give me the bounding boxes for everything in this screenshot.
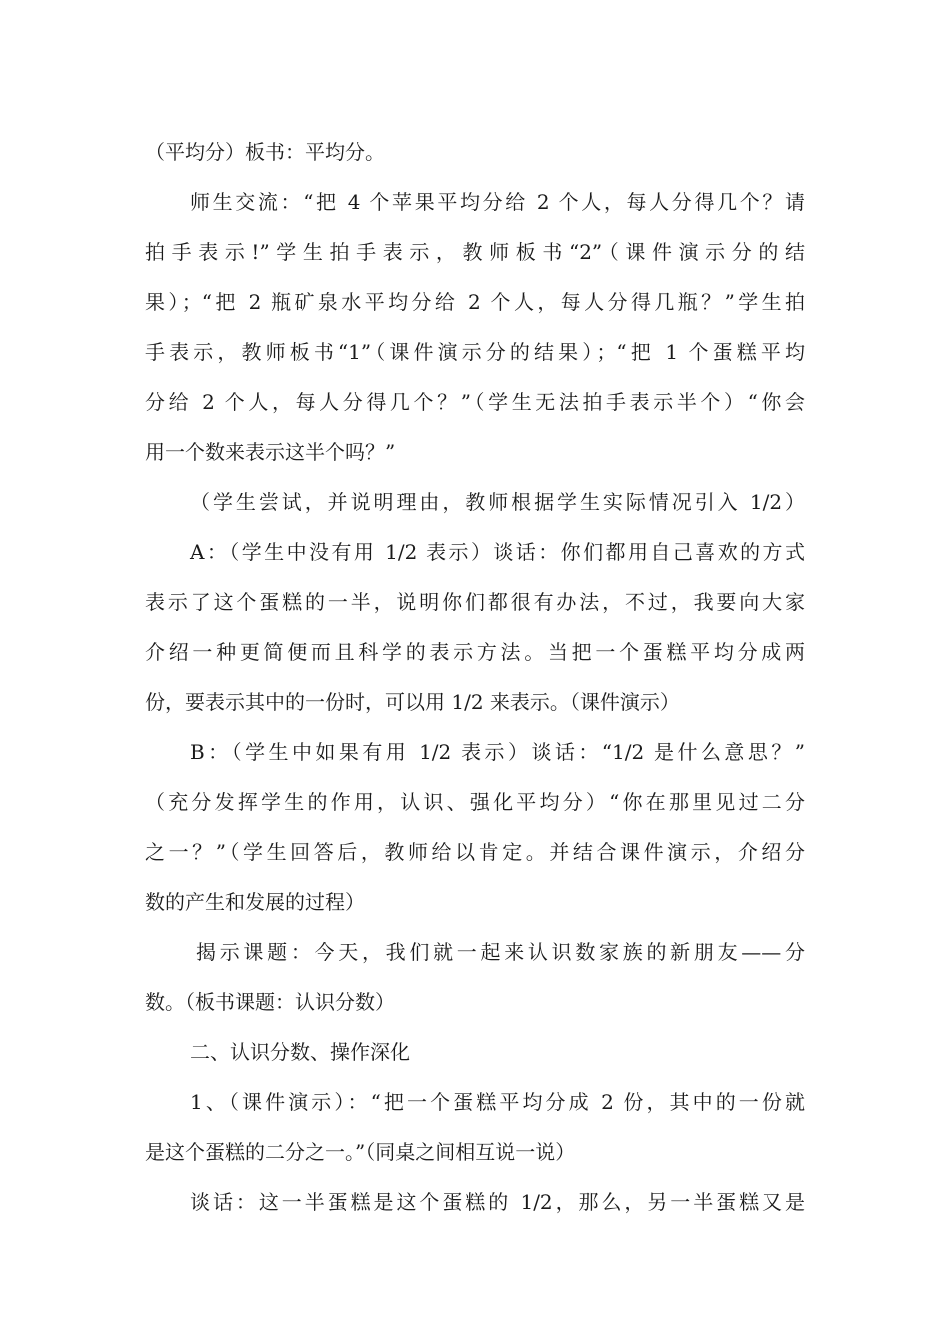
text-line: B：（学生中如果有用 1/2 表示）谈话：“1/2 是什么意思？” <box>190 740 805 764</box>
text-line: （充分发挥学生的作用，认识、强化平均分）“你在那里见过二分 <box>145 790 805 814</box>
text-line: 之一？”（学生回答后，教师给以肯定。并结合课件演示，介绍分 <box>145 840 805 864</box>
text-line: 是这个蛋糕的二分之一。”（同桌之间相互说一说） <box>145 1140 576 1164</box>
text-line: A：（学生中没有用 1/2 表示）谈话：你们都用自己喜欢的方式 <box>190 540 805 564</box>
text-line: 数的产生和发展的过程） <box>145 890 365 914</box>
text-line: 1、（课件演示）：“把一个蛋糕平均分成 2 份，其中的一份就 <box>190 1090 805 1114</box>
text-line: 用一个数来表示这半个吗？” <box>145 440 396 464</box>
text-line: 谈话：这一半蛋糕是这个蛋糕的 1/2，那么，另一半蛋糕又是 <box>190 1190 805 1214</box>
section-heading: 二、认识分数、操作深化 <box>190 1040 410 1064</box>
text-line: 表示了这个蛋糕的一半，说明你们都很有办法，不过，我要向大家 <box>145 590 805 614</box>
text-line: 份，要表示其中的一份时，可以用 1/2 来表示。（课件演示） <box>145 690 680 714</box>
text-line: 分给 2 个人，每人分得几个？”（学生无法拍手表示半个）“你会 <box>145 390 805 414</box>
text-line: （平均分）板书：平均分。 <box>145 140 385 164</box>
text-line: 介绍一种更简便而且科学的表示方法。当把一个蛋糕平均分成两 <box>145 640 805 664</box>
text-line: 数。（板书课题：认识分数） <box>145 990 395 1014</box>
text-line: 拍手表示!”学生拍手表示，教师板书“2”（课件演示分的结 <box>145 240 805 264</box>
text-line: 果）；“把 2 瓶矿泉水平均分给 2 个人，每人分得几瓶？”学生拍 <box>145 290 805 314</box>
text-line: 手表示，教师板书“1”（课件演示分的结果）；“把 1 个蛋糕平均 <box>145 340 805 364</box>
text-line: 揭示课题：今天，我们就一起来认识数家族的新朋友——分 <box>196 940 805 964</box>
text-line: （学生尝试，并说明理由，教师根据学生实际情况引入 1/2） <box>190 490 805 514</box>
text-line: 师生交流：“把 4 个苹果平均分给 2 个人，每人分得几个？请 <box>190 190 805 214</box>
